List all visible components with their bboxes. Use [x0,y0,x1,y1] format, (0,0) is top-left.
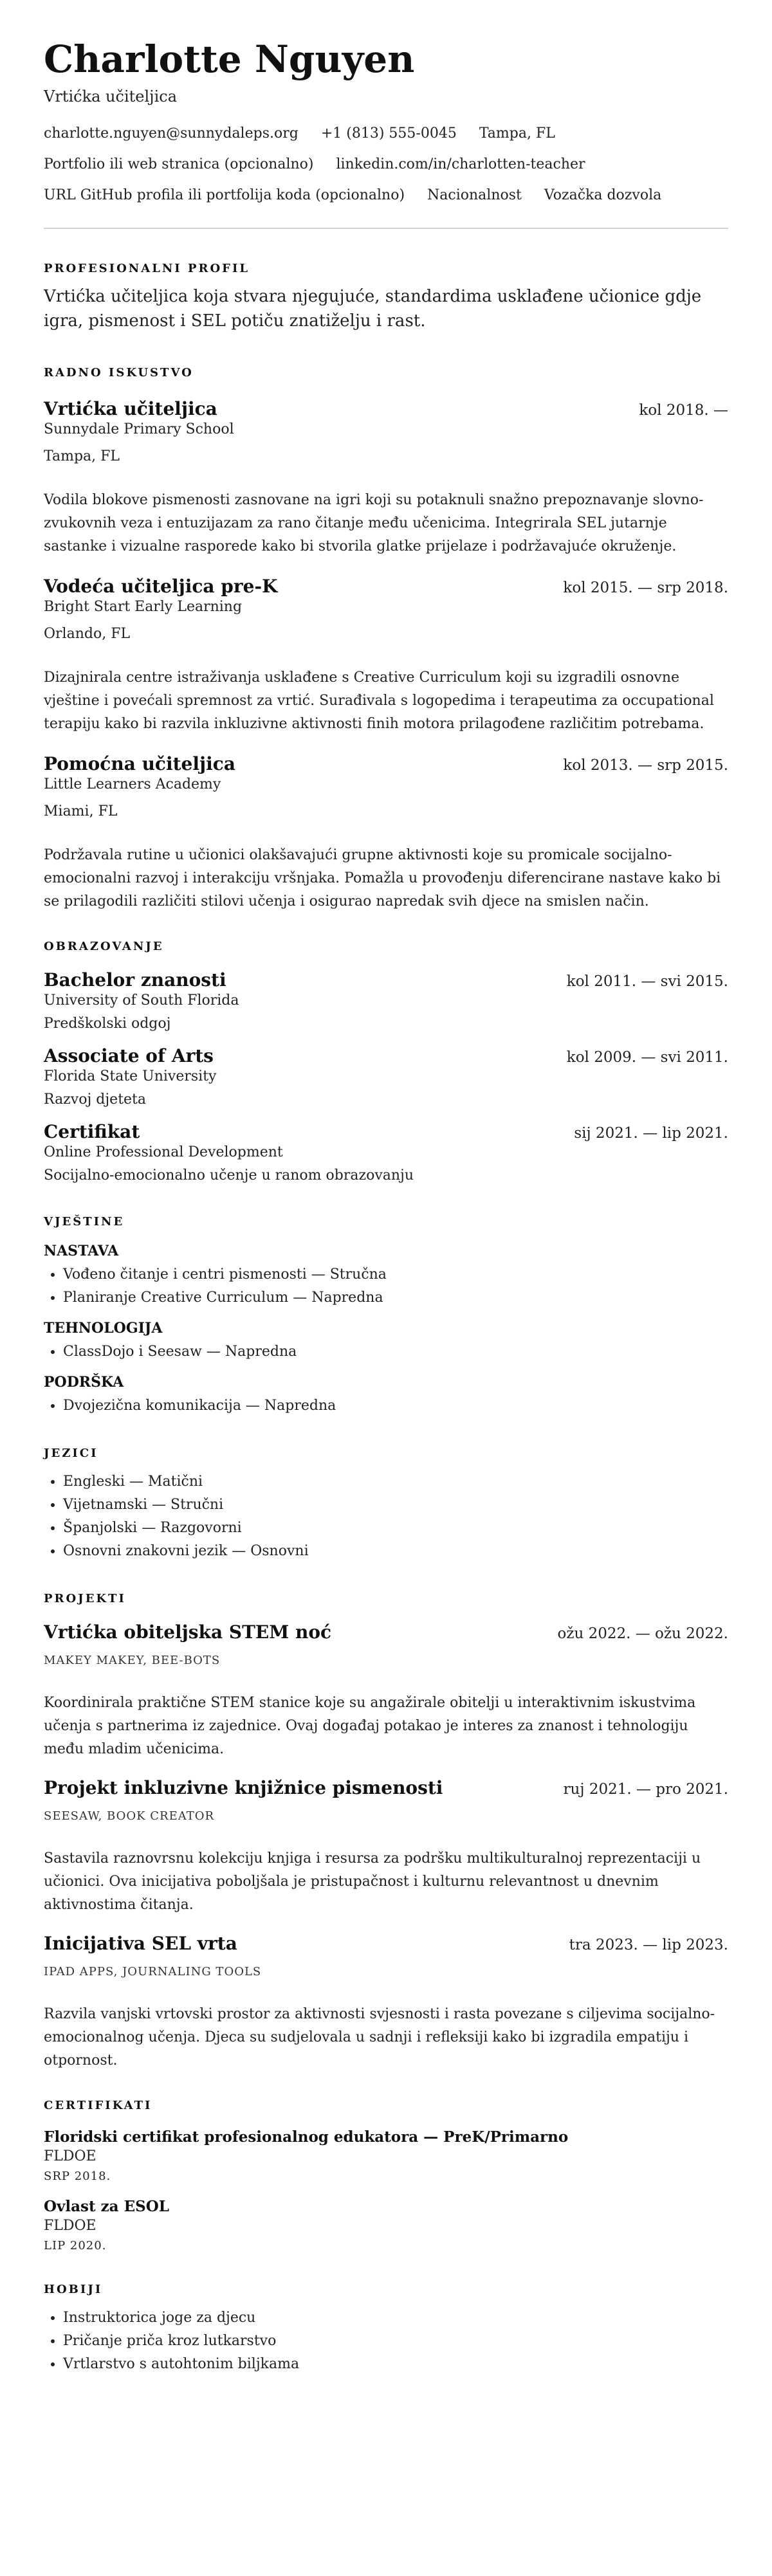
skill-category: NASTAVA [44,1243,119,1259]
github-link[interactable]: URL GitHub profila ili portfolija koda (opcionalno) [44,187,405,203]
candidate-name: Charlotte Nguyen [44,37,415,81]
header-divider [44,228,728,229]
email-link[interactable]: charlotte.nguyen@sunnydaleps.org [44,125,299,142]
degree: Bachelor znanosti [44,969,226,991]
job-entry [44,397,728,558]
hobby-item: • Pričanje priča kroz lutkarstvo [63,2330,728,2353]
profile-heading: PROFESIONALNI PROFIL [44,262,250,275]
project-title: Vrtićka obiteljska STEM noć [44,1621,332,1643]
contact-line-2 [44,156,728,174]
certificate-entry [44,2128,728,2184]
project-date: tra 2023. — lip 2023. [569,1937,728,1953]
project-title: Inicijativa SEL vrta [44,1933,237,1954]
job-title: Pomoćna učiteljica [44,753,235,774]
job-title: Vrtićka učiteljica [44,398,217,419]
certificate-entry [44,2197,728,2254]
skill-item: • Vođeno čitanje i centri pismenosti — Stručna [63,1263,728,1286]
job-entry [44,753,728,913]
education-date: kol 2009. — svi 2011. [566,1049,728,1066]
education-heading: OBRAZOVANJE [44,940,164,953]
education-section [44,939,728,1185]
job-location: Orlando, FL [44,626,131,642]
hobbies-section [44,2282,728,2376]
job-date: kol 2018. — [639,402,728,419]
drivers-license: Vozačka dozvola [544,187,662,203]
project-description: Razvila vanjski vrtovski prostor za aktivnosti svjesnosti i rasta povezane s ciljevima socijalno-emocionalnog učenja. Djeca su sudjelovala u sadnji i refleksiji kako bi izgradila empatiju i otpornost. [44,2006,715,2069]
skills-heading: VJEŠTINE [44,1215,125,1229]
hobby-list [44,2307,728,2376]
project-date: ožu 2022. — ožu 2022. [557,1625,728,1642]
resume-header [44,36,728,229]
education-entry [44,1045,728,1109]
project-date: ruj 2021. — pro 2021. [563,1781,728,1798]
job-entry [44,575,728,736]
job-date: kol 2013. — srp 2015. [563,757,728,774]
language-item: • Vijetnamski — Stručni [63,1494,728,1517]
skill-category: PODRŠKA [44,1374,124,1391]
job-employer: Sunnydale Primary School [44,421,234,437]
certificates-section [44,2098,728,2254]
hobby-item: • Vrtlarstvo s autohtonim biljkama [63,2353,728,2376]
language-item: • Španjolski — Razgovorni [63,1517,728,1540]
field-of-study: Predškolski odgoj [44,1016,171,1032]
certificate-issuer: FLDOE [44,2148,96,2164]
hobby-item: • Instruktorica joge za djecu [63,2307,728,2330]
education-date: sij 2021. — lip 2021. [574,1125,728,1142]
project-tools: IPAD APPS, JOURNALING TOOLS [44,1965,262,1978]
language-item: • Engleski — Matični [63,1470,728,1494]
field-of-study: Razvoj djeteta [44,1092,147,1108]
project-tools: SEESAW, BOOK CREATOR [44,1809,215,1823]
candidate-title: Vrtićka učiteljica [44,87,178,105]
job-description: Dizajnirala centre istraživanja usklađene s Creative Curriculum koji su izgradili osnovne vještine i povećali spremnost za vrtić. Surađivala s logopedima i terapeutima za occupational terapiju kako bi razvila inkluzivne aktivnosti finih motora prilagođene različitim potrebama. [44,670,714,732]
phone-number: +1 (813) 555-0045 [320,125,457,142]
school: Florida State University [44,1068,217,1084]
certificate-title: Ovlast za ESOL [44,2198,169,2215]
linkedin-link[interactable]: linkedin.com/in/charlotten-teacher [336,156,585,172]
education-entry [44,969,728,1033]
projects-section [44,1591,728,2072]
languages-section [44,1446,728,1563]
job-date: kol 2015. — srp 2018. [563,580,728,596]
certificates-heading: CERTIFIKATI [44,2099,152,2112]
project-entry [44,1621,728,1761]
skill-item: • Dvojezična komunikacija — Napredna [63,1394,728,1418]
project-entry [44,1932,728,2072]
project-description: Sastavila raznovrsnu kolekciju knjiga i resursa za podršku multikulturalnoj reprezentaciji u učionici. Ova inicijativa poboljšala je pristupačnost i kulturnu relevantnost u dnevnim aktivnostima čitanja. [44,1850,701,1913]
skills-section [44,1214,728,1418]
job-description: Podržavala rutine u učionici olakšavajući grupne aktivnosti koje su promicale socijalno-emocionalni razvoj i interakciju vršnjaka. Pomažla u provođenju diferencirane nastave kako bi se prilagodili različiti stilovi učenja i osigurao napredak svih djece na smislen način. [44,847,721,909]
field-of-study: Socijalno-emocionalno učenje u ranom obrazovanju [44,1167,414,1183]
job-location: Miami, FL [44,803,118,819]
contact-line-3 [44,187,728,205]
nationality: Nacionalnost [427,187,522,203]
skill-item: • Planiranje Creative Curriculum — Napredna [63,1286,728,1310]
skill-list [44,1263,728,1310]
degree: Associate of Arts [44,1045,214,1066]
job-title: Vodeća učiteljica pre-K [44,576,278,597]
hobbies-heading: HOBIJI [44,2283,103,2296]
project-tools: MAKEY MAKEY, BEE-BOTS [44,1654,221,1667]
project-title: Projekt inkluzivne knjižnice pismenosti [44,1777,443,1798]
school: Online Professional Development [44,1144,283,1160]
education-date: kol 2011. — svi 2015. [566,973,728,990]
certificate-title: Floridski certifikat profesionalnog edukatora — PreK/Primarno [44,2128,569,2146]
experience-heading: RADNO ISKUSTVO [44,366,194,379]
skill-category: TEHNOLOGIJA [44,1320,163,1337]
profile-text: Vrtićka učiteljica koja stvara njegujuće, standardima usklađene učionice gdje igra, pismenost i SEL potiču znatiželju i rast. [44,287,702,331]
job-description: Vodila blokove pismenosti zasnovane na igri koji su potaknuli snažno prepoznavanje slovno-zvukovnih veza i entuzijazam za rano čitanje među učenicima. Integrirala SEL jutarnje sastanke i vizualne rasporede kako bi stvorila glatke prijelaze i podržavajuće okruženje. [44,492,704,554]
language-item: • Osnovni znakovni jezik — Osnovni [63,1540,728,1563]
contact-line-1 [44,125,728,143]
portfolio-link[interactable]: Portfolio ili web stranica (opcionalno) [44,156,314,172]
language-list [44,1470,728,1563]
profile-section [44,261,728,333]
location: Tampa, FL [479,125,555,142]
certificate-issuer: FLDOE [44,2218,96,2234]
degree: Certifikat [44,1121,140,1142]
certificate-date: LIP 2020. [44,2239,107,2252]
certificate-date: SRP 2018. [44,2170,111,2183]
languages-heading: JEZICI [44,1447,98,1460]
skill-list [44,1340,728,1364]
experience-section [44,365,728,913]
skill-list [44,1394,728,1418]
project-description: Koordinirala praktične STEM stanice koje su angažirale obitelji u interaktivnim iskustvima učenja s partnerima iz zajednice. Ovaj događaj potakao je interes za znanost i tehnologiju među mladim učenicima. [44,1695,696,1757]
projects-heading: PROJEKTI [44,1592,126,1605]
skill-item: • ClassDojo i Seesaw — Napredna [63,1340,728,1364]
education-entry [44,1120,728,1185]
job-location: Tampa, FL [44,448,120,464]
job-employer: Bright Start Early Learning [44,599,243,615]
school: University of South Florida [44,992,239,1009]
job-employer: Little Learners Academy [44,776,221,792]
project-entry [44,1777,728,1917]
